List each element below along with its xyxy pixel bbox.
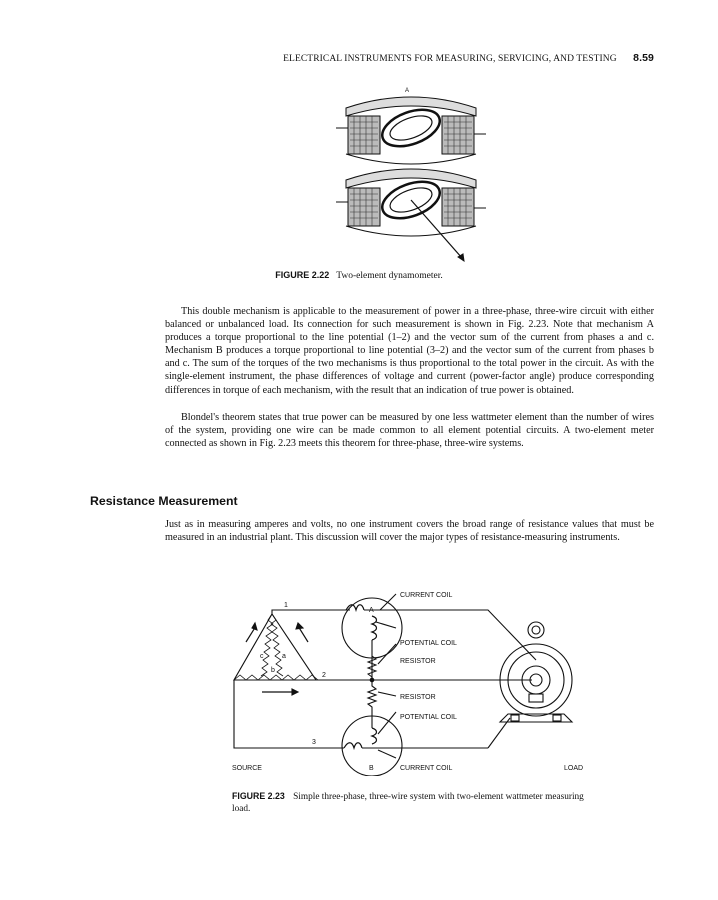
figure-2-23-circuit <box>226 588 606 776</box>
label-source: SOURCE <box>232 765 262 772</box>
label-potential-coil-bottom: POTENTIAL COIL <box>400 714 457 721</box>
figure-2-22-dynamometer <box>336 82 486 268</box>
label-phase-a: a <box>282 653 286 660</box>
label-resistor-bottom: RESISTOR <box>400 694 436 701</box>
label-phase-b: b <box>271 667 275 674</box>
label-line-3: 3 <box>312 739 316 746</box>
section-paragraph: Just as in measuring amperes and volts, no one instrument covers the broad range of resistance values that must be measured in an industrial plant. This discussion will cover the major types of resistance-measuring instruments. <box>165 519 654 544</box>
figure-2-23-caption-text: Simple three-phase, three-wire system with two-element wattmeter measuring load. <box>232 792 584 814</box>
figure-2-22-caption-text: Two-element dynamometer. <box>336 271 443 281</box>
figure-2-22-label: FIGURE 2.22 <box>275 270 330 280</box>
body-paragraph: This double mechanism is applicable to the measurement of power in a three-phase, three-wire circuit with either balanced or unbalanced load. Its connection for such measurement is shown in Fig. 2.23. Note that mechanism A produces a torque proportional to the line potential (1–2) and the vector sum of the current from phases a and c. Mechanism B produces a torque proportional to line potential (3–2) and the vector sum of the current from phases b and c. The sum of the torques of the two mechanisms is thus proportional to the total power in the circuit. As with the single-element instrument, the phase differences of voltage and current (power-factor angle) produce corresponding differences in torque of each mechanism, with the result that an indication of true power is obtained. <box>165 306 654 396</box>
figure-2-23-label: FIGURE 2.23 <box>232 791 285 801</box>
figure-2-23-caption <box>232 791 592 815</box>
marker-a: A <box>405 88 410 94</box>
body-paragraph: Blondel's theorem states that true power can be measured by one less wattmeter element than the number of wires of the system, providing one wire can be made common to all element potential circuits. A two-element meter connected as shown in Fig. 2.23 meets this theorem for three-phase, three-wire systems. <box>165 412 654 450</box>
label-resistor-top: RESISTOR <box>400 658 436 665</box>
figure-2-22-caption <box>0 270 718 281</box>
running-title: ELECTRICAL INSTRUMENTS FOR MEASURING, SERVICING, AND TESTING <box>283 54 617 64</box>
label-phase-c: c <box>260 653 264 660</box>
meter-b-label: B <box>369 765 374 772</box>
section-heading: Resistance Measurement <box>90 494 238 508</box>
page-number: 8.59 <box>633 52 654 64</box>
label-current-coil-bottom: CURRENT COIL <box>400 765 453 772</box>
label-current-coil-top: CURRENT COIL <box>400 592 453 599</box>
label-line-1: 1 <box>284 602 288 609</box>
label-load: LOAD <box>564 765 584 772</box>
running-header <box>0 52 654 64</box>
meter-a-label: A <box>369 607 374 614</box>
label-potential-coil-top: POTENTIAL COIL <box>400 640 457 647</box>
label-line-2: 2 <box>322 672 326 679</box>
